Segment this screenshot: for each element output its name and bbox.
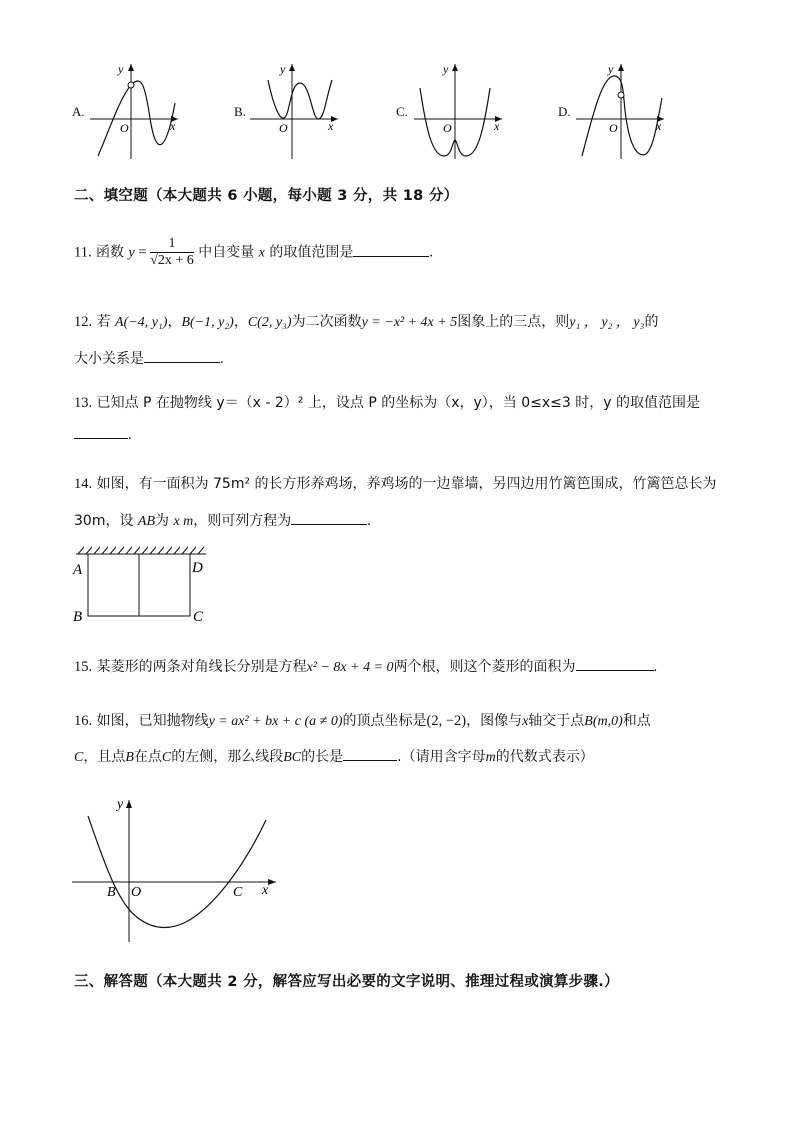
q12-function: y = −x² + 4x + 5 [361, 315, 458, 330]
q12-sep-2: ， [233, 314, 248, 330]
q16-text-3: ，图像与 [466, 713, 523, 729]
q14-text-1: 如图，有一面积为 75m² 的长方形养鸡场，养鸡场的一边靠墙，另四边用竹篱笆围成，竹篱笆总长为 [96, 476, 717, 492]
question-12-line-2 [74, 348, 224, 368]
q14-text-2c: ，则可列方程为 [193, 513, 292, 529]
q16-c: C [74, 750, 84, 765]
q14-label-a: A [73, 562, 83, 578]
q14-end: . [367, 513, 371, 529]
option-a [70, 58, 190, 162]
q12-text-4: 的 [644, 314, 659, 330]
question-13-line-2 [74, 424, 132, 444]
option-c-y-label: y [443, 62, 449, 76]
q14-figure [68, 544, 218, 628]
q16-c-inline: C [161, 750, 172, 765]
q12-point-a: A(−4, y₁) [115, 315, 168, 330]
q16-number: 16. [74, 713, 93, 729]
q16-x: x [522, 714, 529, 729]
q11-answer-blank[interactable] [353, 242, 429, 257]
q11-denominator: √2x + 6 [150, 253, 194, 268]
q13-end: . [128, 427, 132, 443]
option-c [394, 58, 514, 162]
q11-fraction [150, 236, 194, 269]
q16-fig-c: C [233, 885, 243, 900]
question-13 [74, 392, 700, 412]
q16-text-5: 和点 [622, 713, 651, 729]
q14-number: 14. [74, 476, 93, 492]
option-c-origin-label: O [443, 121, 452, 135]
q16-line2-b: ，且点 [83, 749, 126, 765]
q11-y: y [128, 245, 135, 261]
q12-line-2-text: 大小关系是 [74, 351, 144, 367]
q14-label-b: B [73, 609, 83, 625]
q12-sep-1: ， [167, 314, 182, 330]
q16-line2-g: 的代数式表示） [495, 749, 594, 765]
q16-line2-e: 的长是 [301, 749, 344, 765]
question-14-line-2 [74, 510, 371, 530]
q14-ab: AB [137, 514, 156, 529]
option-c-x-label: x [494, 119, 500, 133]
option-a-x-label: x [170, 119, 176, 133]
q14-xm: x m [173, 514, 194, 529]
option-a-y-label: y [118, 62, 124, 76]
option-d-x-label: x [656, 119, 662, 133]
question-16-line-2 [74, 746, 594, 766]
q15-text-1: 某菱形的两条对角线长分别是方程 [96, 659, 307, 675]
q11-text-3: 的取值范围是 [269, 244, 354, 261]
q16-fig-x: x [262, 883, 269, 898]
section-3-title: 三、解答题（本大题共 2 分，解答应写出必要的文字说明、推理过程或演算步骤.） [74, 974, 619, 990]
q14-wall-hatching [76, 547, 206, 554]
option-d-label: D. [558, 104, 571, 119]
question-14 [74, 473, 717, 493]
q16-line2-c: 在点 [133, 749, 162, 765]
section-2-title: 二、填空题（本大题共 6 小题，每小题 3 分，共 18 分） [74, 188, 459, 204]
q16-point-b: B(m,0) [584, 714, 623, 729]
question-16 [74, 710, 651, 730]
q16-fig-y: y [117, 797, 124, 812]
q16-function: y = ax² + bx + c (a ≠ 0) [208, 714, 343, 729]
q16-b-inline: B [125, 750, 134, 765]
q16-text-2: 的顶点坐标是 [342, 713, 427, 729]
q11-number: 11. [74, 244, 92, 261]
q14-text-2a: 30m，设 [74, 513, 134, 529]
option-b [232, 58, 352, 162]
option-a-graph [90, 58, 190, 162]
q15-answer-blank[interactable] [576, 656, 654, 671]
question-15 [74, 656, 657, 676]
q15-text-2: 两个根，则这个菱形的面积为 [393, 659, 576, 675]
option-b-origin-label: O [279, 121, 288, 135]
q11-end: . [429, 244, 433, 261]
q12-number: 12. [74, 314, 93, 330]
q11-text-2: 中自变量 [198, 244, 255, 261]
q16-bc: BC [283, 750, 302, 765]
q11-text-1: 函数 [96, 244, 125, 261]
q16-text-1: 如图，已知抛物线 [96, 713, 209, 729]
q12-answer-blank[interactable] [144, 348, 220, 363]
q14-answer-blank[interactable] [291, 510, 367, 525]
q12-text-2: 为二次函数 [291, 314, 362, 330]
option-c-label: C. [396, 104, 408, 119]
q12-text-3: 图象上的三点，则 [457, 314, 570, 330]
q13-answer-blank[interactable] [74, 424, 128, 439]
option-d-origin-label: O [609, 121, 618, 135]
option-b-y-label: y [280, 62, 286, 76]
question-12 [74, 311, 658, 331]
q12-point-b: B(−1, y₂) [181, 315, 234, 330]
q15-number: 15. [74, 659, 93, 675]
q11-equals: = [134, 244, 151, 261]
q16-line2-f: .（请用含字母 [397, 749, 486, 765]
q12-text-1: 若 [96, 314, 111, 330]
option-d-graph [576, 58, 676, 162]
option-d-y-label: y [608, 62, 614, 76]
question-11 [74, 236, 433, 269]
option-a-origin-label: O [120, 121, 129, 135]
q12-end: . [220, 351, 224, 367]
q16-text-4: 轴交于点 [528, 713, 585, 729]
q15-end: . [653, 659, 658, 675]
q16-fig-b: B [107, 885, 116, 900]
q13-number: 13. [74, 395, 93, 411]
q12-vars: y₁ ， y₂ ， y₃ [569, 315, 645, 330]
q16-answer-blank[interactable] [343, 746, 397, 761]
q13-text: 已知点 P 在抛物线 y＝（x - 2）² 上，设点 P 的坐标为（x，y），当 0≤x≤3 时，y 的取值范围是 [96, 395, 700, 411]
q16-parabola [88, 816, 266, 928]
q14-text-2b: 为 [155, 513, 170, 529]
option-d [556, 58, 676, 162]
q16-figure [66, 792, 286, 948]
q16-vertex: (2, −2) [426, 713, 467, 729]
q16-fig-o: O [131, 885, 142, 900]
q14-label-c: C [193, 609, 204, 625]
q15-equation: x² − 8x + 4 = 0 [306, 660, 394, 675]
option-a-label: A. [72, 104, 85, 119]
q16-line2-d: 的左侧，那么线段 [171, 749, 284, 765]
q11-numerator: 1 [150, 236, 194, 253]
q16-m: m [485, 750, 496, 765]
q12-point-c: C(2, y₃) [247, 315, 292, 330]
q11-x: x [258, 245, 265, 261]
q14-label-d: D [192, 560, 203, 576]
option-b-x-label: x [328, 119, 334, 133]
option-b-label: B. [234, 104, 246, 119]
option-b-graph [250, 58, 350, 162]
option-c-graph [414, 58, 514, 162]
